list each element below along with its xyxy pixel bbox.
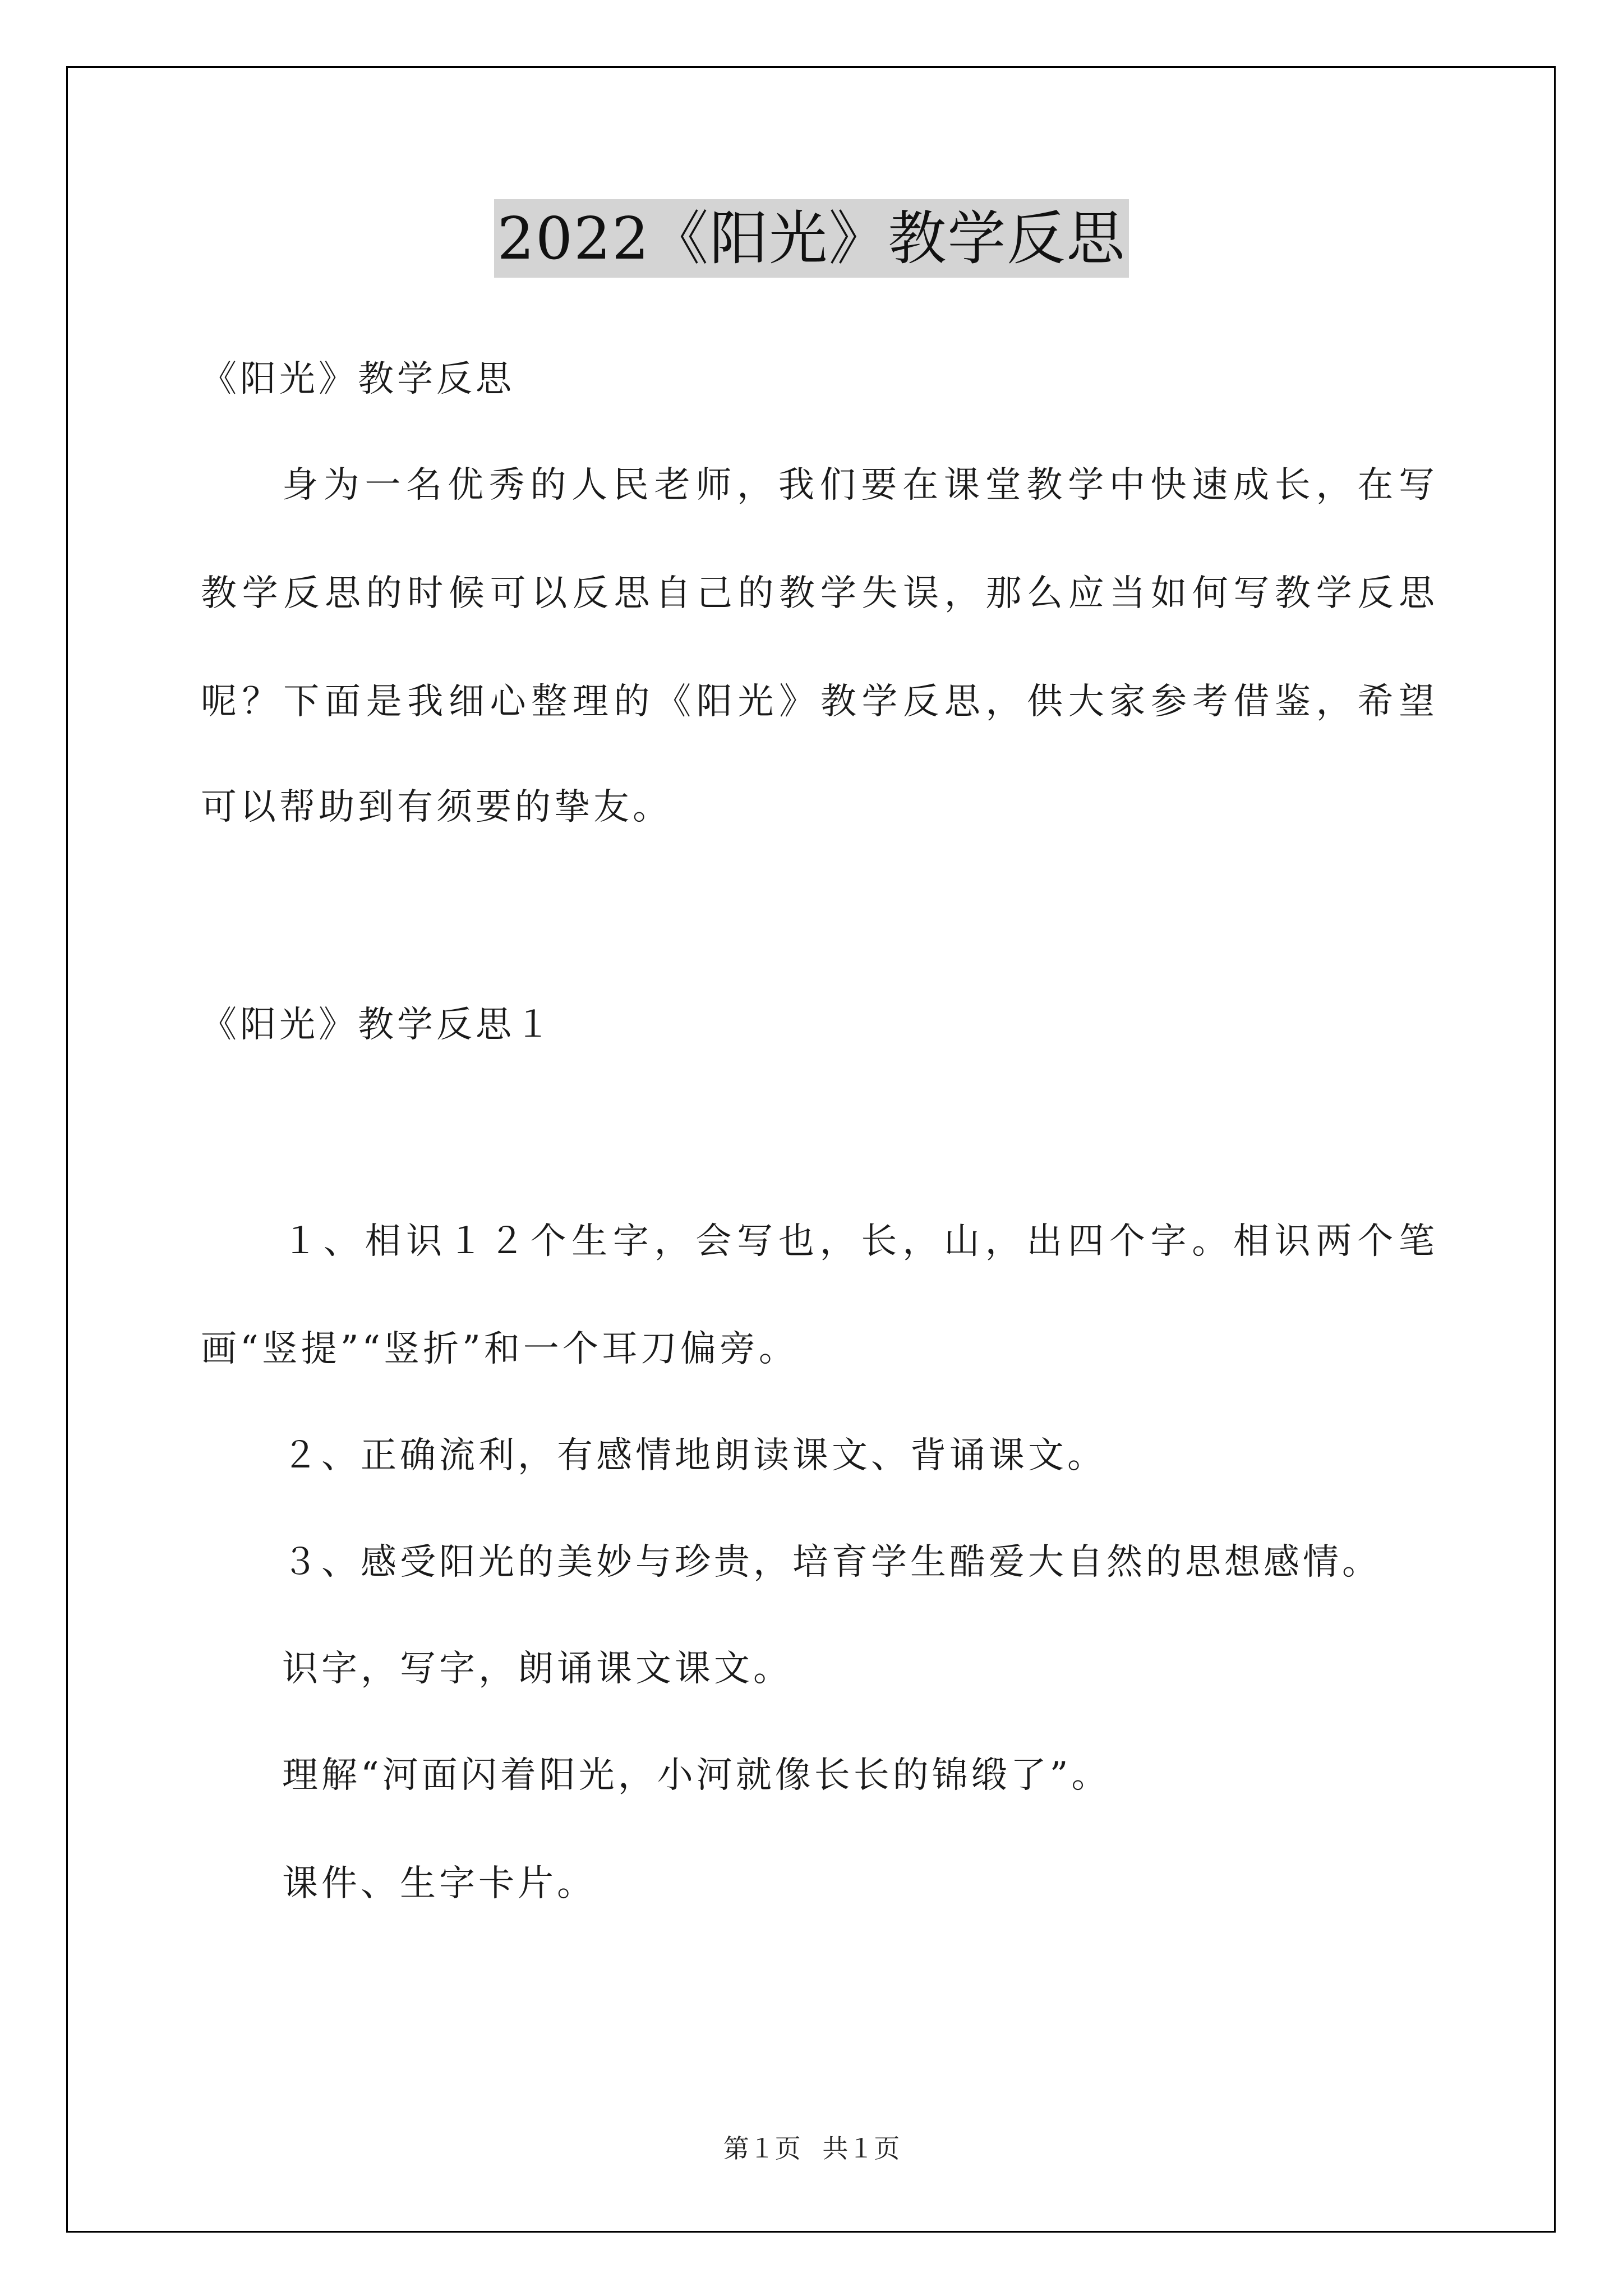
- difficulty-line: 理解“河面闪着阳光，小河就像长长的锦缎了”。: [282, 1755, 1111, 1796]
- goal-line-2: 画“竖提”“竖折”和一个耳刀偏旁。: [201, 1328, 798, 1370]
- page-footer: [0, 2132, 1623, 2165]
- goal-line-3: ２、正确流利，有感情地朗读课文、背诵课文。: [282, 1435, 1106, 1476]
- intro-line-1: 身为一名优秀的人民老师，我们要在课堂教学中快速成长，在写: [282, 464, 1435, 506]
- page-number-total: 共１页: [822, 2133, 900, 2164]
- intro-line-3: 呢？下面是我细心整理的《阳光》教学反思，供大家参考借鉴，希望: [201, 681, 1435, 723]
- page-title: 2022《阳光》教学反思: [494, 199, 1129, 278]
- focus-line: 识字，写字，朗诵课文课文。: [282, 1648, 792, 1690]
- goal-line-1: １、相识１２个生字，会写也，长，山，出四个字。相识两个笔: [282, 1221, 1435, 1262]
- intro-line-4: 可以帮助到有须要的挚友。: [201, 786, 672, 828]
- goal-line-4: ３、感受阳光的美妙与珍贵，培育学生酷爱大自然的思想感情。: [282, 1542, 1381, 1583]
- subtitle: 《阳光》教学反思: [201, 358, 515, 400]
- page-number-current: 第１页: [723, 2133, 801, 2164]
- intro-line-2: 教学反思的时候可以反思自己的教学失误，那么应当如何写教学反思: [201, 573, 1435, 614]
- title-container: [0, 199, 1623, 278]
- materials-line: 课件、生字卡片。: [282, 1863, 596, 1904]
- section-heading: 《阳光》教学反思１: [201, 1004, 554, 1046]
